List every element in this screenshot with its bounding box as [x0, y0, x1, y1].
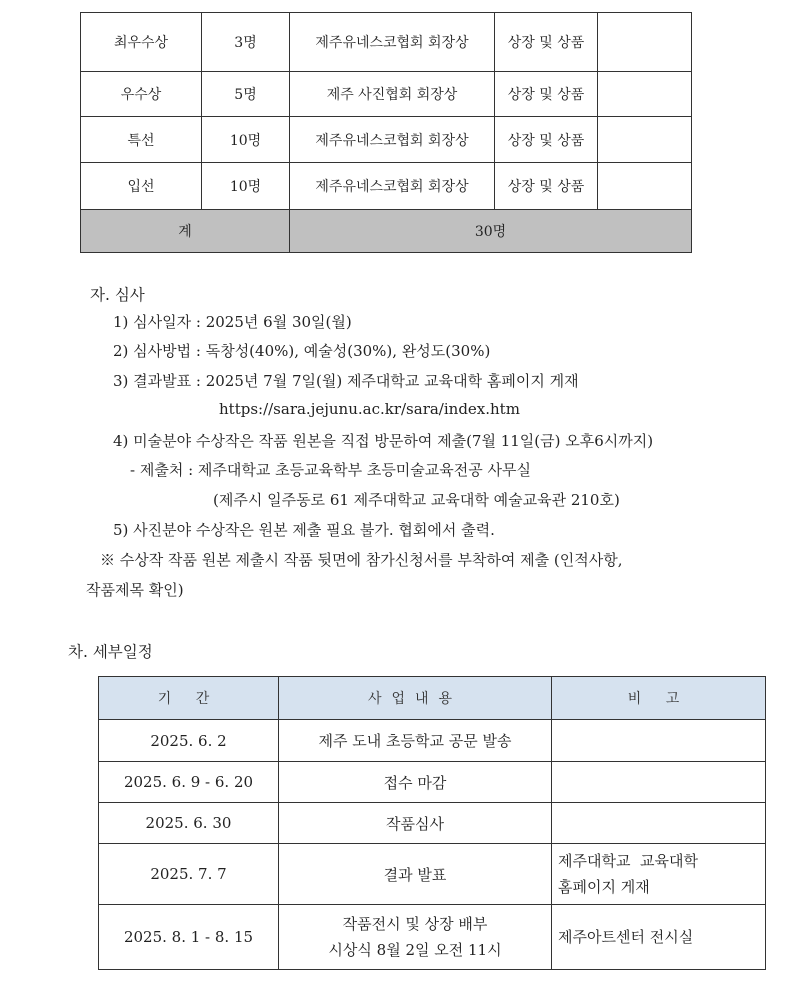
award-count: 10명: [202, 117, 290, 163]
schedule-period: 2025. 8. 1 - 8. 15: [99, 905, 279, 970]
schedule-content: 접수 마감: [279, 762, 552, 803]
award-giver: 제주 사진협회 회장상: [290, 72, 495, 117]
award-name: 특선: [81, 117, 202, 163]
schedule-period: 2025. 6. 9 - 6. 20: [99, 762, 279, 803]
award-name: 입선: [81, 163, 202, 210]
schedule-period: 2025. 6. 30: [99, 803, 279, 844]
table-row: [81, 117, 692, 163]
award-count: 3명: [202, 13, 290, 72]
schedule-note: [552, 844, 766, 905]
award-prize: 상장 및 상품: [495, 163, 598, 210]
schedule-heading: 차. 세부일정: [68, 643, 153, 661]
schedule-content: [279, 905, 552, 970]
schedule-content: 작품심사: [279, 803, 552, 844]
award-giver: 제주유네스코협회 회장상: [290, 163, 495, 210]
table-header-row: [99, 677, 766, 720]
header-content: 사업내용: [279, 677, 552, 720]
award-giver: 제주유네스코협회 회장상: [290, 117, 495, 163]
award-extra: [598, 117, 692, 163]
schedule-note-line1: 제주대학교 교육대학: [558, 852, 698, 870]
table-row: [99, 844, 766, 905]
award-extra: [598, 163, 692, 210]
award-prize: 상장 및 상품: [495, 117, 598, 163]
table-row: [99, 803, 766, 844]
schedule-content-line2: 시상식 8월 2일 오전 11시: [328, 941, 502, 959]
table-row: [99, 720, 766, 762]
award-prize: 상장 및 상품: [495, 13, 598, 72]
schedule-content-line1: 작품전시 및 상장 배부: [342, 915, 488, 933]
review-item-photo: 5) 사진분야 수상작은 원본 제출 필요 불가. 협회에서 출력.: [113, 521, 495, 539]
review-item-date: 1) 심사일자 : 2025년 6월 30일(월): [113, 313, 352, 331]
table-row: [81, 163, 692, 210]
header-period: 기 간: [99, 677, 279, 720]
award-extra: [598, 72, 692, 117]
table-row: [81, 72, 692, 117]
table-row: [99, 905, 766, 970]
schedule-table: [98, 676, 766, 970]
award-giver: 제주유네스코협회 회장상: [290, 13, 495, 72]
award-count: 10명: [202, 163, 290, 210]
review-note-line1: ※ 수상작 작품 원본 제출시 작품 뒷면에 참가신청서를 부착하여 제출 (인적사항,: [100, 551, 623, 569]
total-value: 30명: [290, 210, 692, 253]
award-prize: 상장 및 상품: [495, 72, 598, 117]
schedule-note: [552, 803, 766, 844]
review-item-url: https://sara.jejunu.ac.kr/sara/index.htm: [219, 400, 520, 418]
schedule-note: 제주아트센터 전시실: [552, 905, 766, 970]
award-count: 5명: [202, 72, 290, 117]
review-note-line2: 작품제목 확인): [86, 581, 184, 599]
table-row: [81, 13, 692, 72]
award-table: [80, 12, 692, 253]
award-extra: [598, 13, 692, 72]
award-name: 최우수상: [81, 13, 202, 72]
schedule-period: 2025. 7. 7: [99, 844, 279, 905]
schedule-period: 2025. 6. 2: [99, 720, 279, 762]
schedule-note-line2: 홈페이지 게재: [558, 878, 650, 896]
award-name: 우수상: [81, 72, 202, 117]
header-note: 비 고: [552, 677, 766, 720]
review-item-place: - 제출처 : 제주대학교 초등교육학부 초등미술교육전공 사무실: [130, 461, 531, 479]
total-label: 계: [81, 210, 290, 253]
total-row: [81, 210, 692, 253]
schedule-content: 결과 발표: [279, 844, 552, 905]
review-item-submit: 4) 미술분야 수상작은 작품 원본을 직접 방문하여 제출(7월 11일(금) 오후6시까지): [113, 432, 654, 450]
schedule-note: [552, 762, 766, 803]
table-row: [99, 762, 766, 803]
schedule-content: 제주 도내 초등학교 공문 발송: [279, 720, 552, 762]
schedule-note: [552, 720, 766, 762]
review-item-address: (제주시 일주동로 61 제주대학교 교육대학 예술교육관 210호): [213, 491, 620, 509]
review-item-method: 2) 심사방법 : 독창성(40%), 예술성(30%), 완성도(30%): [113, 342, 491, 360]
review-item-announce: 3) 결과발표 : 2025년 7월 7일(월) 제주대학교 교육대학 홈페이지 게재: [113, 372, 579, 390]
review-heading: 자. 심사: [90, 286, 145, 304]
